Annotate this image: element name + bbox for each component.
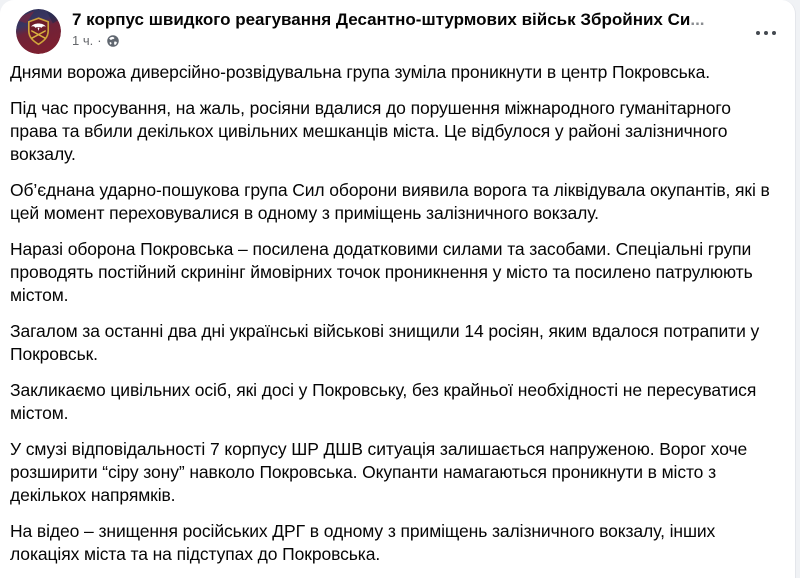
- post-meta: [72, 33, 735, 49]
- military-unit-emblem-icon: [16, 9, 61, 54]
- post-timestamp[interactable]: 1 ч.: [72, 33, 94, 48]
- page-name-link[interactable]: [72, 9, 735, 30]
- post-paragraph: Загалом за останні два дні українські військові знищили 14 росіян, яким вдалося потрапити у Покровськ.: [10, 321, 760, 364]
- page-name-truncation: ...: [690, 10, 705, 29]
- page-avatar[interactable]: [16, 9, 61, 54]
- post-paragraph: Під час просування, на жаль, росіяни вдалися до порушення міжнародного гуманітарного права та вбили декількох цивільних мешканців міста. Це відбулося у районі залізничного вокзалу.: [10, 98, 731, 164]
- ellipsis-icon: [772, 31, 776, 35]
- ellipsis-icon: [764, 31, 768, 35]
- post-paragraph: Закликаємо цивільних осіб, які досі у Покровську, без крайньої необхідності не пересуватися містом.: [10, 380, 757, 423]
- post-paragraph: Днями ворожа диверсійно-розвідувальна група зуміла проникнути в центр Покровська.: [10, 62, 710, 82]
- post-header: [0, 0, 795, 54]
- globe-icon: [106, 34, 120, 48]
- post-body: [0, 54, 795, 578]
- post-menu-button[interactable]: [749, 16, 783, 50]
- page-name-text: 7 корпус швидкого реагування Десантно-штурмових військ Збройних Си: [72, 10, 691, 29]
- post-paragraph: Об’єднана ударно-пошукова група Сил оборони виявила ворога та ліквідувала окупантів, які в цей момент переховувалися в одному з приміщень залізничного вокзалу.: [10, 180, 770, 223]
- meta-separator: ·: [97, 33, 102, 48]
- post-paragraph: На відео – знищення російських ДРГ в одному з приміщень залізничного вокзалу, інших локаціях міста та на підступах до Покровська.: [10, 521, 716, 564]
- ellipsis-icon: [756, 31, 760, 35]
- post-paragraph: Наразі оборона Покровська – посилена додатковими силами та засобами. Спеціальні групи проводять постійний скринінг ймовірних точок проникнення у місто та посилено патрулюють містом.: [10, 239, 753, 305]
- post-header-text: [72, 9, 779, 49]
- post-paragraph: У смузі відповідальності 7 корпусу ШР ДШВ ситуація залишається напруженою. Ворог хоче розширити “сіру зону” навколо Покровська. Окупанти намагаються проникнути в місто з декількох напрямків.: [10, 439, 748, 505]
